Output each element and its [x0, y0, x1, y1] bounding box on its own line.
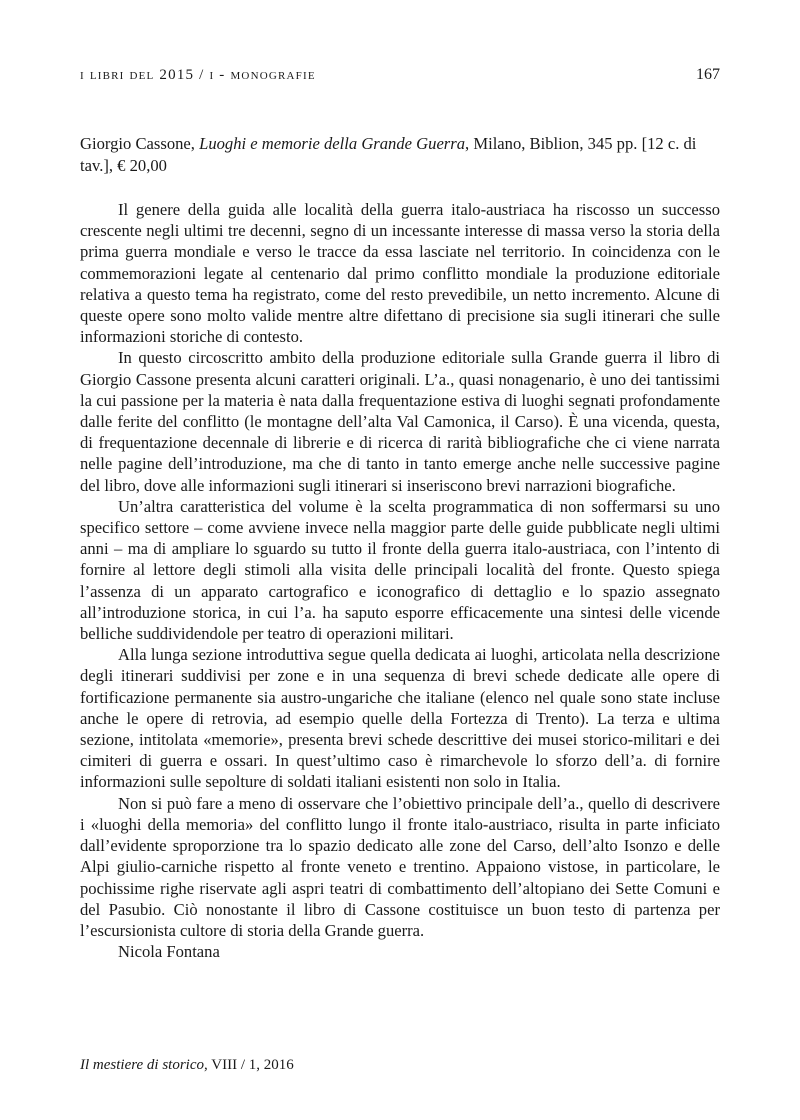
review-body [80, 199, 720, 962]
citation-details: , Milano, Biblion, 345 pp. [12 c. di tav.], € 20,00 [80, 134, 697, 175]
journal-issue: , VIII / 1, 2016 [204, 1057, 294, 1073]
running-head-title: i libri del 2015 / i - monografie [80, 67, 316, 83]
paragraph: In questo circoscritto ambito della produzione editoriale sulla Grande guerra il libro di Giorgio Cassone presenta alcuni caratteri originali. L’a., quasi nonagenario, è uno dei tantissimi la cui passione per la materia è nata dalla frequentazione estiva di luoghi segnati profondamente dalle ferite del conflitto (le montagne dell’alta Val Camonica, il Carso). È una vicenda, questa, di frequentazione decennale di librerie e di ricerca di rarità bibliografiche che ci viene narrata nelle pagine dell’introduzione, ma che di tanto in tanto emerge anche nelle successive pagine del libro, dove alle informazioni sugli itinerari si inseriscono brevi narrazioni biografiche. [80, 348, 720, 495]
journal-footer [80, 1057, 294, 1074]
running-head [80, 66, 720, 84]
journal-name: Il mestiere di storico [80, 1057, 205, 1073]
book-citation [80, 133, 720, 177]
citation-title: Luoghi e memorie della Grande Guerra [199, 134, 466, 153]
paragraph: Un’altra caratteristica del volume è la scelta programmatica di non soffermarsi su uno specifico settore – come avviene invece nella maggior parte delle guide pubblicate negli ultimi anni – ma di ampliare lo sguardo su tutto il fronte della guerra italo-austriaca, con l’intento di fornire al lettore degli stimoli alla visita delle principali località del fronte. Questo spiega l’assenza di un apparato cartografico e iconografico di dettaglio e lo spazio assegnato all’introduzione storica, in cui l’a. ha saputo esporre efficacemente una sintesi delle vicende belliche suddividendole per teatro di operazioni militari. [80, 496, 720, 644]
citation-author: Giorgio Cassone, [80, 134, 195, 153]
paragraph: Alla lunga sezione introduttiva segue quella dedicata ai luoghi, articolata nella descrizione degli itinerari suddivisi per zone e in una sequenza di brevi schede dedicate alle opere di fortificazione permanente sia austro-ungariche che italiane (elenco nel quale sono state incluse anche le opere di retrovia, ad esempio quelle della Fortezza di Trento). La terza e ultima sezione, intitolata «memorie», presenta brevi schede descrittive dei musei storico-militari e dei cimiteri di guerra e ossari. In quest’ultimo caso è rimarchevole lo sforzo dell’a. di fornire informazioni sulle sepolture di soldati italiani esistenti non solo in Italia. [80, 645, 720, 792]
page-number: 167 [696, 66, 720, 83]
page [80, 0, 720, 1120]
paragraph: Non si può fare a meno di osservare che l’obiettivo principale dell’a., quello di descrivere i «luoghi della memoria» del conflitto lungo il fronte italo-austriaco, risulta in parte inficiato dall’evidente sproporzione tra lo spazio dedicato alle zone del Carso, dell’alto Isonzo e delle Alpi giulio-carniche rispetto al fronte veneto e trentino. Appaiono vistose, in particolare, le pochissime righe riservate agli aspri teatri di combattimento dell’altopiano dei Sette Comuni e del Pasubio. Ciò nonostante il libro di Cassone costituisce un buon testo di partenza per l’escursionista cultore di storia della Grande guerra. [80, 793, 720, 940]
reviewer-signature: Nicola Fontana [118, 942, 220, 962]
paragraph: Il genere della guida alle località della guerra italo-austriaca ha riscosso un successo crescente negli ultimi tre decenni, segno di un incessante interesse di massa verso la storia della prima guerra mondiale e verso le tracce da essa lasciate nel territorio. In coincidenza con le commemorazioni legate al centenario dal primo conflitto mondiale la produzione editoriale relativa a questo tema ha registrato, come del resto prevedibile, un netto incremento. Alcune di queste opere sono molto valide mentre altre difettano di precisione sia sugli itinerari che sulle informazioni storiche di contesto. [80, 200, 720, 347]
